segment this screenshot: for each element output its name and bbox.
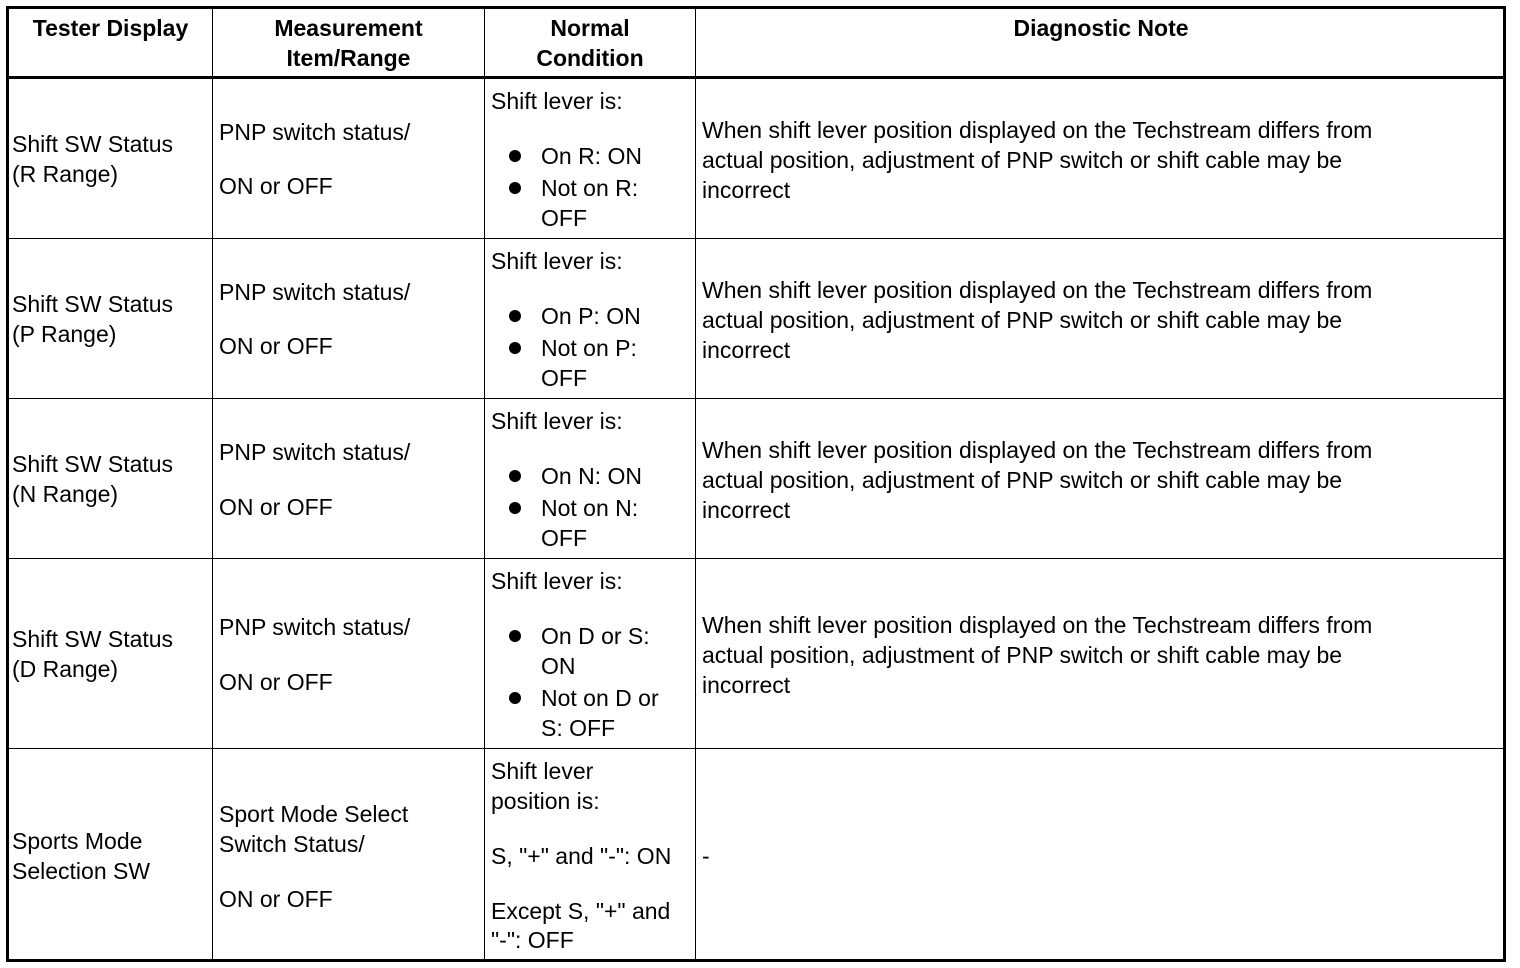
normal-intro: Shift lever is: — [491, 408, 623, 434]
tester-display-line: Selection SW — [12, 858, 151, 884]
bullet-text: ON — [541, 653, 576, 679]
tester-display-line: (R Range) — [12, 161, 119, 187]
normal-line: "-": OFF — [491, 927, 574, 953]
diagnostic-note-line: When shift lever position displayed on the Techstream differs from — [702, 437, 1373, 463]
diagnostic-note-line: actual position, adjustment of PNP switch or shift cable may be — [702, 307, 1343, 333]
bullet-dot — [509, 150, 521, 162]
measurement-line: PNP switch status/ — [219, 614, 411, 640]
normal-intro: Shift lever is: — [491, 248, 623, 274]
header-diagnostic-note: Diagnostic Note — [1013, 15, 1189, 41]
measurement-line: Switch Status/ — [219, 831, 365, 857]
bullet-dot — [509, 342, 521, 354]
tester-display-line: Shift SW Status — [12, 451, 174, 477]
measurement-line: Sport Mode Select — [219, 801, 409, 827]
diagnostic-note-line: actual position, adjustment of PNP switch or shift cable may be — [702, 642, 1343, 668]
row-divider — [6, 238, 1506, 239]
bullet-text: On P: ON — [541, 303, 641, 329]
bullet-text: On D or S: — [541, 623, 650, 649]
header-tester-display: Tester Display — [32, 15, 189, 41]
normal-line: Except S, "+" and — [491, 898, 671, 924]
bullet-dot — [509, 630, 521, 642]
normal-line: S, "+" and "-": ON — [491, 843, 672, 869]
bullet-dot — [509, 470, 521, 482]
diagnostic-note-line: incorrect — [702, 672, 791, 698]
bullet-text: Not on R: — [541, 175, 639, 201]
diagnostic-note-line: - — [702, 843, 710, 869]
diagnostic-note-line: actual position, adjustment of PNP switch or shift cable may be — [702, 467, 1343, 493]
normal-line: Shift lever — [491, 758, 594, 784]
diagnostic-note-line: When shift lever position displayed on the Techstream differs from — [702, 117, 1373, 143]
header-divider — [6, 76, 1506, 79]
bullet-text: Not on N: — [541, 495, 639, 521]
column-divider — [484, 6, 485, 962]
tester-display-line: Shift SW Status — [12, 131, 174, 157]
bullet-text: Not on P: — [541, 335, 637, 361]
tester-display-line: Shift SW Status — [12, 626, 174, 652]
header-measurement-line1: Measurement — [274, 15, 423, 41]
measurement-line: ON or OFF — [219, 333, 333, 359]
measurement-line: ON or OFF — [219, 669, 333, 695]
normal-intro: Shift lever is: — [491, 568, 623, 594]
bullet-text: S: OFF — [541, 715, 616, 741]
bullet-dot — [509, 692, 521, 704]
row-divider — [6, 748, 1506, 749]
bullet-text: OFF — [541, 205, 587, 231]
tester-display-line: (N Range) — [12, 481, 119, 507]
header-measurement-line2: Item/Range — [286, 45, 411, 71]
bullet-text: On R: ON — [541, 143, 642, 169]
diagnostic-note-line: incorrect — [702, 177, 791, 203]
measurement-line: PNP switch status/ — [219, 119, 411, 145]
row-divider — [6, 398, 1506, 399]
header-normal-line2: Condition — [536, 45, 644, 71]
tester-display-line: Shift SW Status — [12, 291, 174, 317]
column-divider — [695, 6, 696, 962]
measurement-line: ON or OFF — [219, 173, 333, 199]
normal-line: position is: — [491, 788, 600, 814]
diagnostic-note-line: actual position, adjustment of PNP switch or shift cable may be — [702, 147, 1343, 173]
measurement-line: ON or OFF — [219, 886, 333, 912]
diagnostic-note-line: When shift lever position displayed on the Techstream differs from — [702, 277, 1373, 303]
bullet-dot — [509, 182, 521, 194]
bullet-text: Not on D or — [541, 685, 659, 711]
diagnostic-note-line: When shift lever position displayed on the Techstream differs from — [702, 612, 1373, 638]
tester-display-line: (D Range) — [12, 656, 119, 682]
normal-intro: Shift lever is: — [491, 88, 623, 114]
measurement-line: PNP switch status/ — [219, 279, 411, 305]
diagnostic-note-line: incorrect — [702, 497, 791, 523]
column-divider — [212, 6, 213, 962]
measurement-line: PNP switch status/ — [219, 439, 411, 465]
tester-display-line: (P Range) — [12, 321, 117, 347]
measurement-line: ON or OFF — [219, 494, 333, 520]
bullet-text: OFF — [541, 365, 587, 391]
bullet-text: OFF — [541, 525, 587, 551]
header-normal-line1: Normal — [550, 15, 630, 41]
row-divider — [6, 558, 1506, 559]
bullet-dot — [509, 310, 521, 322]
diagnostic-note-line: incorrect — [702, 337, 791, 363]
tester-display-line: Sports Mode — [12, 828, 143, 854]
bullet-text: On N: ON — [541, 463, 642, 489]
bullet-dot — [509, 502, 521, 514]
